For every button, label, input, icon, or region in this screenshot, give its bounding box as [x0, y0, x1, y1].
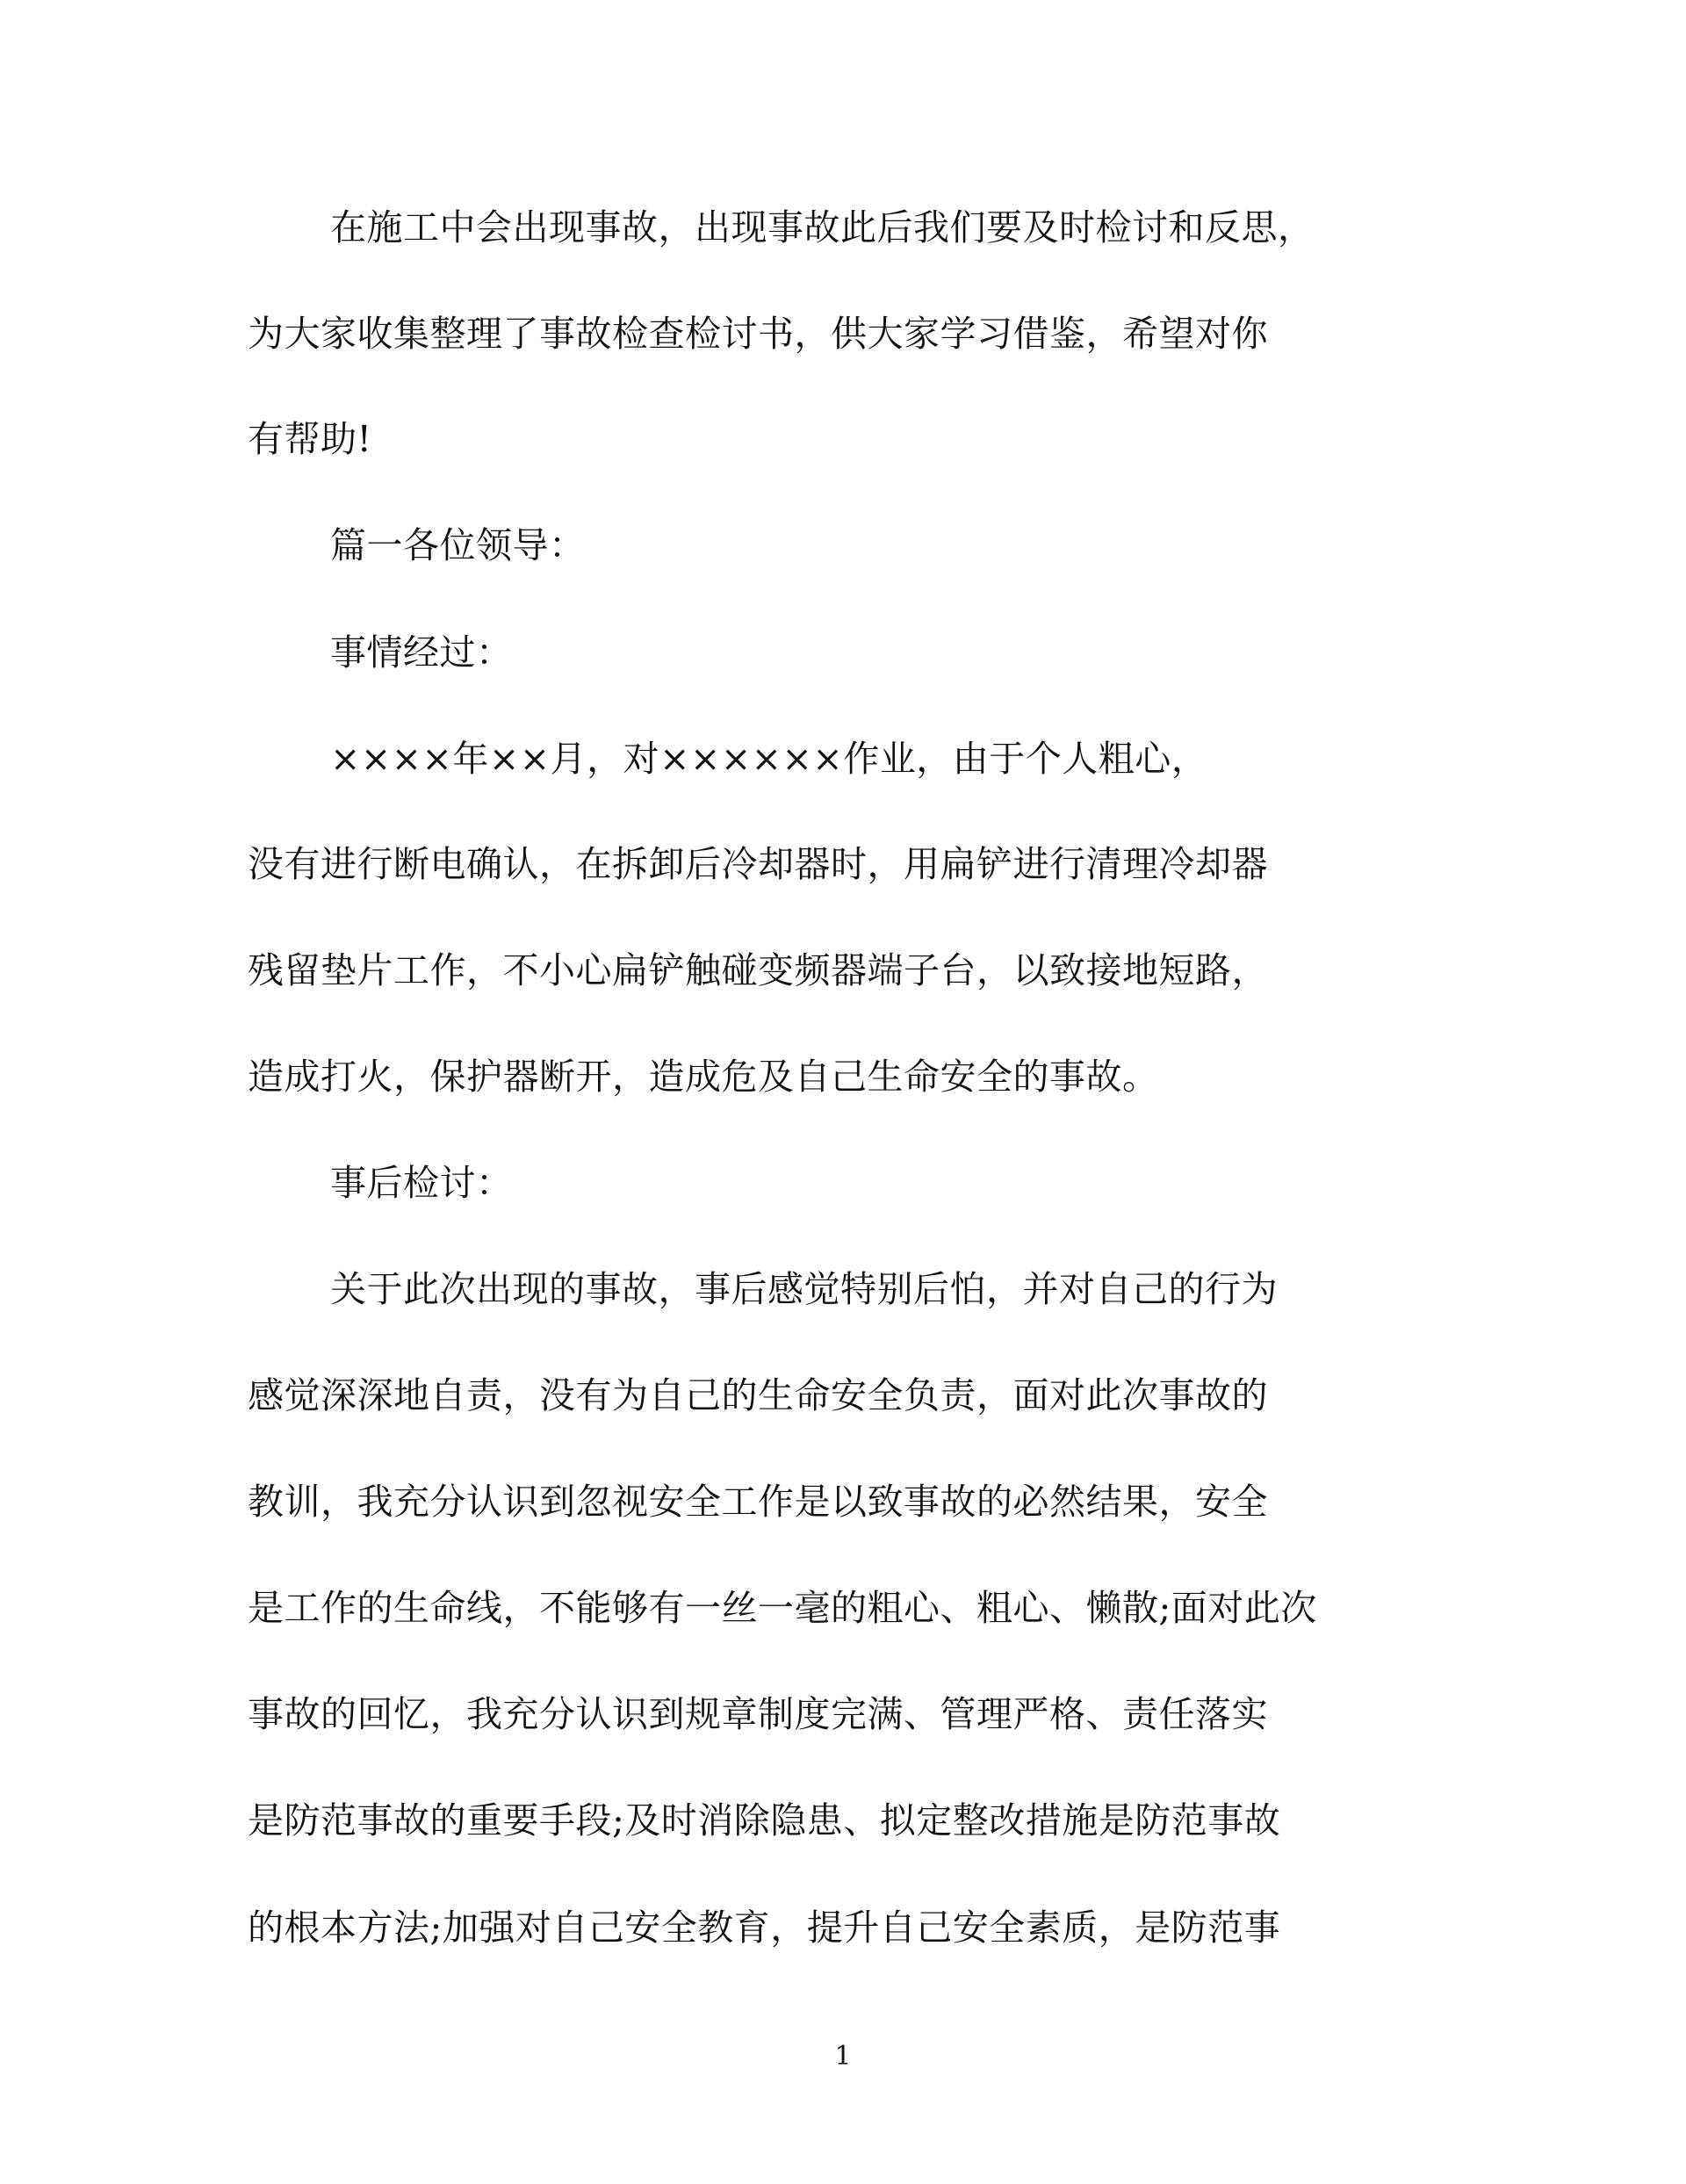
- paragraph-line: 没有进行断电确认，在拆卸后冷却器时，用扁铲进行清理冷却器: [248, 843, 1268, 885]
- paragraph-line: 为大家收集整理了事故检查检讨书，供大家学习借鉴，希望对你: [248, 313, 1268, 355]
- paragraph-line: 的根本方法;加强对自己安全教育，提升自己安全素质，是防范事: [248, 1906, 1281, 1949]
- paragraph-line: 残留垫片工作，不小心扁铲触碰变频器端子台，以致接地短路，: [248, 949, 1268, 991]
- paragraph-line: 关于此次出现的事故，事后感觉特别后怕，并对自己的行为: [330, 1268, 1278, 1310]
- page-number: 1: [834, 2041, 852, 2072]
- paragraph-line: 造成打火，保护器断开，造成危及自己生命安全的事故。: [248, 1056, 1159, 1098]
- paragraph-line: ××××年××月，对××××××作业，由于个人粗心，: [330, 738, 1208, 780]
- paragraph-line: 感觉深深地自责，没有为自己的生命安全负责，面对此次事故的: [248, 1374, 1268, 1416]
- section-heading: 事后检讨：: [330, 1162, 513, 1204]
- paragraph-line: 有帮助!: [248, 418, 372, 460]
- paragraph-line: 事故的回忆，我充分认识到规章制度完满、管理严格、责任落实: [248, 1693, 1268, 1735]
- paragraph-line: 教训，我充分认识到忽视安全工作是以致事故的必然结果，安全: [248, 1481, 1268, 1523]
- paragraph-line: 是防范事故的重要手段;及时消除隐患、拟定整改措施是防范事故: [248, 1799, 1281, 1842]
- section-heading: 事情经过：: [330, 631, 513, 674]
- salutation-heading: 篇一各位领导：: [330, 524, 586, 566]
- paragraph-line: 在施工中会出现事故，出现事故此后我们要及时检讨和反思，: [330, 206, 1315, 249]
- paragraph-line: 是工作的生命线，不能够有一丝一毫的粗心、粗心、懒散;面对此次: [248, 1587, 1317, 1629]
